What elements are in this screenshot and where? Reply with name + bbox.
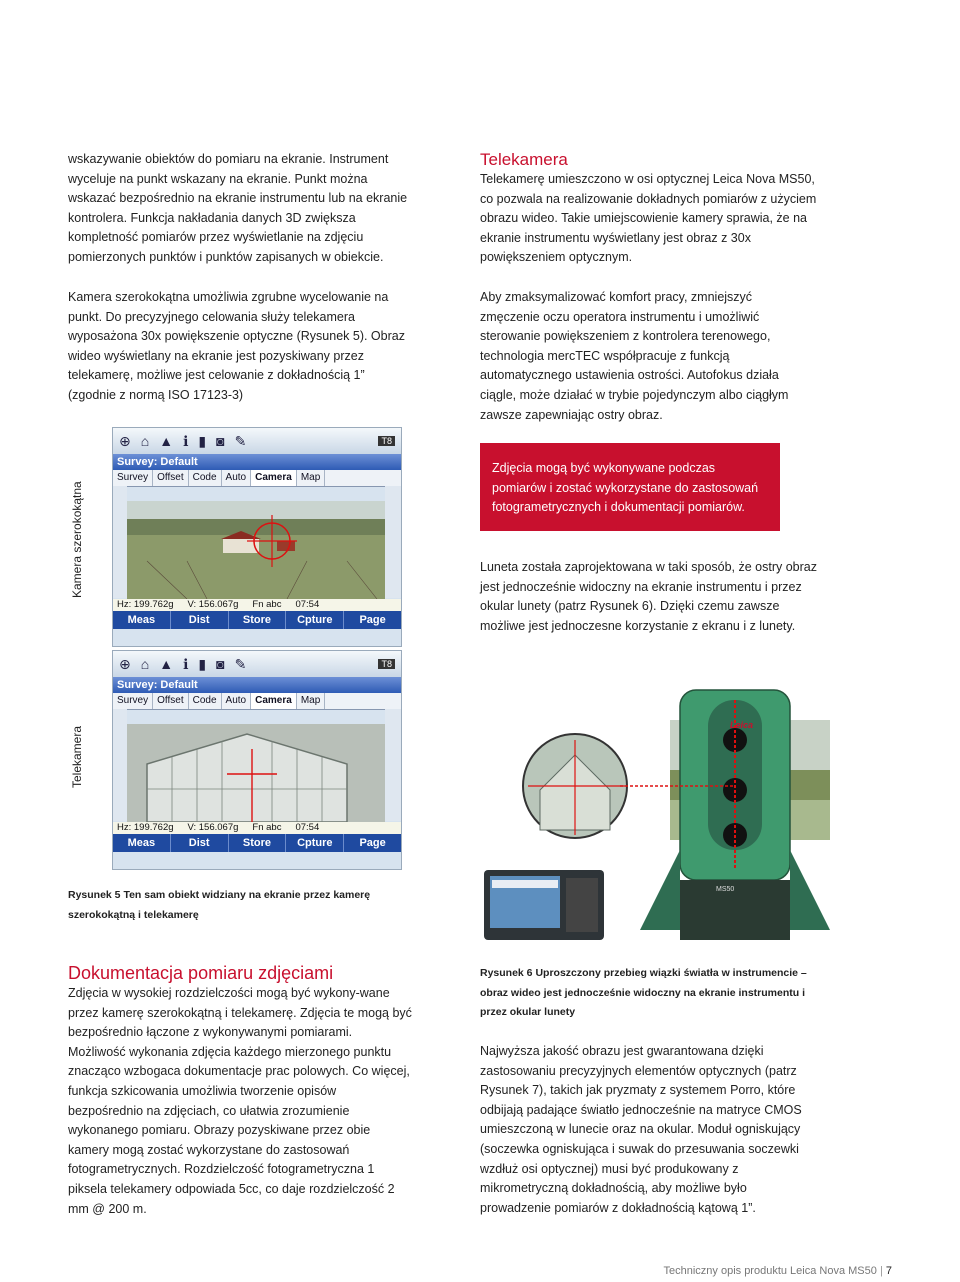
footer-text: Techniczny opis produktu Leica Nova MS50 xyxy=(663,1265,877,1277)
battery-icon[interactable]: ▮ xyxy=(198,655,207,672)
tools-icon[interactable]: ✎ xyxy=(234,432,247,449)
store-button[interactable]: Store xyxy=(229,834,287,852)
crosshair-icon[interactable]: ⊕ xyxy=(119,432,131,449)
target-badge: T8 xyxy=(378,659,395,669)
total-station-drawing xyxy=(480,680,830,945)
telecamera-heading: Telekamera xyxy=(480,150,568,169)
page-footer: Techniczny opis produktu Leica Nova MS50 | 7 xyxy=(663,1265,892,1277)
time-readout: 07:54 xyxy=(295,822,320,833)
info-icon[interactable]: ℹ xyxy=(183,432,189,449)
target-badge: T8 xyxy=(378,436,395,446)
screen-toolbar xyxy=(113,428,401,454)
screen-status xyxy=(113,599,401,611)
greenhouse-scene xyxy=(127,724,385,822)
highlight-box xyxy=(480,443,780,531)
home-icon[interactable]: ⌂ xyxy=(140,433,150,449)
figure5-caption: Rysunek 5 Ten sam obiekt widziany na ekranie przez kamerę szerokokątną i telekamerę xyxy=(68,889,371,921)
telecamera-image[interactable] xyxy=(127,724,385,822)
home-icon[interactable]: ⌂ xyxy=(140,656,150,672)
capture-button[interactable]: Cpture xyxy=(286,834,344,852)
telecamera-label: Telekamera xyxy=(70,725,84,788)
dist-button[interactable]: Dist xyxy=(171,611,229,629)
tab-map[interactable]: Map xyxy=(297,470,325,486)
screen-tabs xyxy=(113,470,401,487)
telecamera-paragraph: Telekamerę umieszczono w osi optycznej Leica Nova MS50, co pozwala na realizowanie dokładnych pomiarów z użyciem obrazu wideo. Takie umiejscowienie kamery sprawia, że na ekranie instrumentu wyświetlany jest obraz z 30x powiększeniem optycznym. xyxy=(480,172,817,265)
screen-tabs xyxy=(113,693,401,710)
screen-title: Survey: Default xyxy=(113,677,401,693)
time-readout: 07:54 xyxy=(295,599,320,610)
tab-map[interactable]: Map xyxy=(297,693,325,709)
prism-icon[interactable]: ▲ xyxy=(159,433,174,449)
capture-button[interactable]: Cpture xyxy=(286,611,344,629)
meas-button[interactable]: Meas xyxy=(113,611,171,629)
fn-readout: Fn abc xyxy=(252,822,282,833)
tools-icon[interactable]: ✎ xyxy=(234,655,247,672)
camera-icon[interactable]: ◙ xyxy=(216,656,225,672)
tab-auto[interactable]: Auto xyxy=(222,693,252,709)
dist-button[interactable]: Dist xyxy=(171,834,229,852)
hz-readout: Hz: 199.762g xyxy=(117,822,174,833)
quality-paragraph: Najwyższa jakość obrazu jest gwarantowana dzięki zastosowaniu precyzyjnych elementów optycznych (patrz Rysunek 7), takich jak pryzmaty z systemem Porro, które odbijają padające światło jednocześnie na matryce CMOS umieszczoną w lunecie oraz na okular. Moduł ogniskujący (soczewka ogniskująca i suwak do przesuwania soczewki wzdłuż osi optycznej) musi być produkowany z mikrometryczną dokładnością, aby możliwe było prowadzenie pomiarów z dokładnością kątową 1”. xyxy=(480,1044,802,1215)
eyepiece-paragraph: Luneta została zaprojektowana w taki sposób, że ostry obraz jest jednocześnie widoczny na ekranie instrumentu i przez okular lunety (patrz Rysunek 6). Dzięki czemu zawsze możliwe jest jednoczesne korzystanie z ekranu i z lunety. xyxy=(480,560,817,633)
wide-camera-screen xyxy=(112,427,402,647)
tab-code[interactable]: Code xyxy=(189,470,222,486)
crosshair-icon[interactable]: ⊕ xyxy=(119,655,131,672)
documentation-heading: Dokumentacja pomiaru zdjęciami xyxy=(68,963,334,983)
pan-sidebar[interactable] xyxy=(385,709,401,821)
pan-sidebar[interactable] xyxy=(385,486,401,598)
v-readout: V: 156.067g xyxy=(187,822,239,833)
screen-toolbar xyxy=(113,651,401,677)
page-button[interactable]: Page xyxy=(359,614,386,626)
v-readout: V: 156.067g xyxy=(187,599,239,610)
tab-camera[interactable]: Camera xyxy=(251,693,297,709)
model-label: MS50 xyxy=(716,886,735,893)
page-button[interactable]: Page xyxy=(359,837,386,849)
intro-paragraph: wskazywanie obiektów do pomiaru na ekranie. Instrument wyceluje na punkt wskazany na ekranie. Punkt można wskazać bezpośrednio na ekranie instrumentu lub na ekranie kontrolera. Funkcja nakładania danych 3D zwiększa kompletność pomiarów przez wyświetlanie na zdjęciu pomierzonych punktów i punktów zapisanych w obiekcie. xyxy=(68,152,408,264)
highlight-text: Zdjęcia mogą być wykonywane podczas pomiarów i zostać wykorzystane do zastosowań fotogrametrycznych i dokumentacji pomiarów. xyxy=(492,461,759,515)
tab-code[interactable]: Code xyxy=(189,693,222,709)
info-icon[interactable]: ℹ xyxy=(183,655,189,672)
figure6-caption: Rysunek 6 Uproszczony przebieg wiązki światła w instrumencie – obraz wideo jest jednocześnie widoczny na ekranie instrumentu i przez okular lunety xyxy=(480,967,807,1019)
field-scene xyxy=(127,501,385,599)
softkeys xyxy=(113,834,401,852)
tab-offset[interactable]: Offset xyxy=(153,470,189,486)
tab-survey[interactable]: Survey xyxy=(113,470,153,486)
tab-camera[interactable]: Camera xyxy=(251,470,297,486)
documentation-paragraph: Zdjęcia w wysokiej rozdzielczości mogą być wykony-wane przez kamerę szerokokątną i telekamerę. Zdjęcia te mogą być bezpośrednio łączone z wykonywanymi pomiarami. Możliwość wykonania zdjęcia każdego mierzonego punktu znacząco wzbogaca dokumentacje prac polowych. Co więcej, funkcja szkicowania umożliwia tworzenie opisów bezpośrednio na zdjęciach, co ułatwia zrozumienie wykonanego pomiaru. Obrazy pozyskiwane przez obie kamery mogą zostać wykorzystane do zastosowań fotogrametrycznych. Rozdzielczość fotogrametryczna 1 piksela telekamery odpowiada 5cc, co daje rozdzielczość 2 mm @ 200 m. xyxy=(68,986,412,1216)
prism-icon[interactable]: ▲ xyxy=(159,656,174,672)
telecamera-screen xyxy=(112,650,402,870)
zoom-sidebar[interactable] xyxy=(113,709,127,821)
autofocus-paragraph: Aby zmaksymalizować komfort pracy, zmniejszyć zmęczenie oczu operatora instrumentu i umożliwić sterowanie powiększeniem z kontrolera terenowego, technologia mercTEC współpracuje z funkcją automatycznego ustawienia ostrości. Autofokus działa ciągle, może działać w trybie pojedynczym albo ciągłym zawsze zapewniając ostry obraz. xyxy=(480,290,789,422)
screen-title: Survey: Default xyxy=(113,454,401,470)
wide-camera-label: Kamera szerokokątna xyxy=(70,481,84,598)
softkeys xyxy=(113,611,401,629)
tab-auto[interactable]: Auto xyxy=(222,470,252,486)
wide-camera-paragraph: Kamera szerokokątna umożliwia zgrubne wycelowanie na punkt. Do precyzyjnego celowania służy telekamera wyposażona 30x powiększenie optyczne (Rysunek 5). Obraz wideo wyświetlany na ekranie jest pozyskiwany przez telekamerę, możliwe jest celowanie z dokładnością 1” (zgodnie z normą ISO 17123-3) xyxy=(68,290,405,402)
hz-readout: Hz: 199.762g xyxy=(117,599,174,610)
tab-survey[interactable]: Survey xyxy=(113,693,153,709)
zoom-sidebar[interactable] xyxy=(113,486,127,598)
battery-icon[interactable]: ▮ xyxy=(198,432,207,449)
brand-logo: Leica xyxy=(730,720,754,730)
wide-camera-image[interactable] xyxy=(127,501,385,599)
page-number: 7 xyxy=(885,1265,892,1277)
screen-status xyxy=(113,822,401,834)
store-button[interactable]: Store xyxy=(229,611,287,629)
fn-readout: Fn abc xyxy=(252,599,282,610)
instrument-illustration xyxy=(480,680,830,945)
camera-icon[interactable]: ◙ xyxy=(216,433,225,449)
tab-offset[interactable]: Offset xyxy=(153,693,189,709)
meas-button[interactable]: Meas xyxy=(113,834,171,852)
